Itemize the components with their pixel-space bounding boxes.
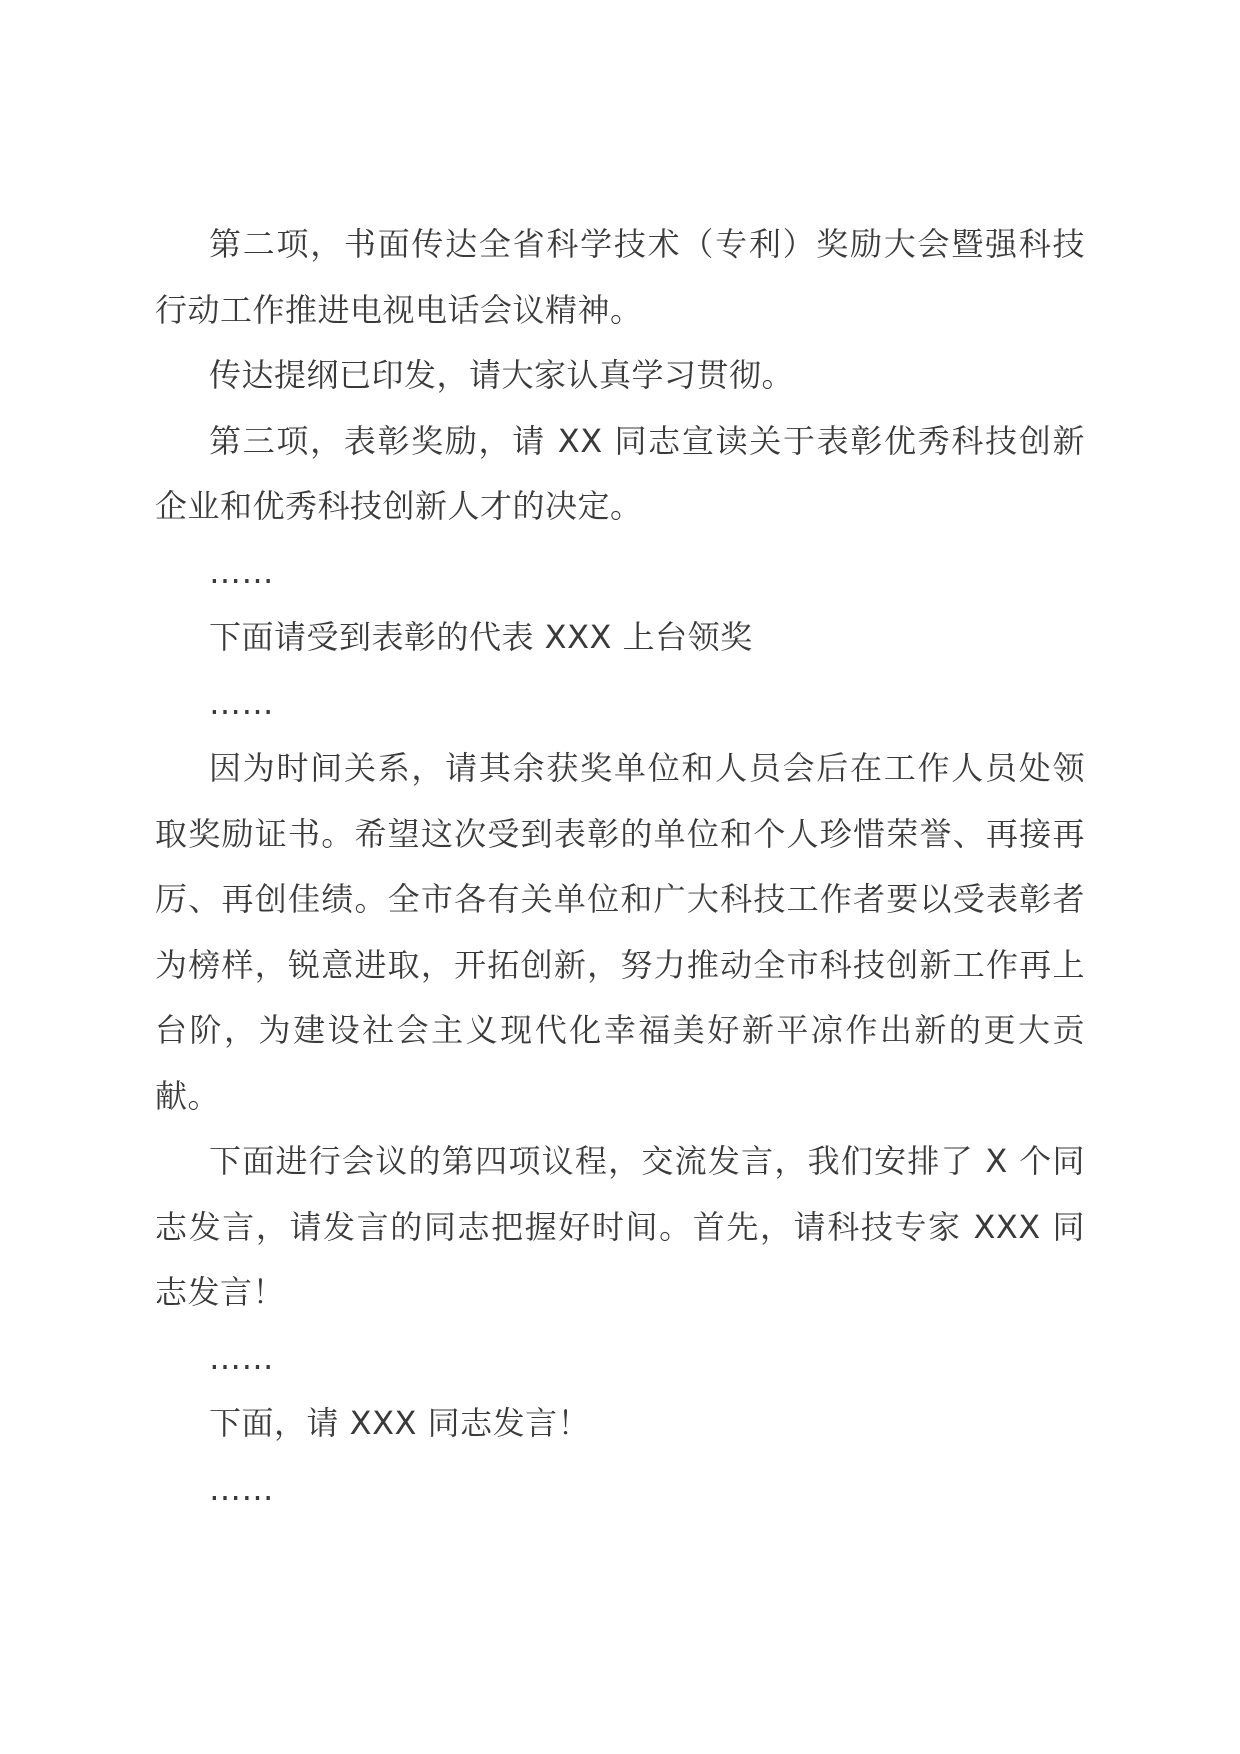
paragraph-outline-notice: 传达提纲已印发，请大家认真学习贯彻。 [209,356,795,394]
paragraph-award-representative: 下面请受到表彰的代表 XXX 上台领奖 [209,618,753,656]
ellipsis-paragraph: …… [209,1338,274,1377]
paragraph-item-4: 下面进行会议的第四项议程，交流发言，我们安排了 X 个同志发言，请发言的同志把握好时间。首先，请科技专家 XXX 同志发言！ [155,1142,1085,1311]
ellipsis-paragraph: …… [209,552,274,591]
paragraph-item-3: 第三项，表彰奖励，请 XX 同志宣读关于表彰优秀科技创新企业和优秀科技创新人才的决定。 [155,421,1085,525]
paragraph-award-closing: 因为时间关系，请其余获奖单位和人员会后在工作人员处领取奖励证书。希望这次受到表彰的单位和个人珍惜荣誉、再接再厉、再创佳绩。全市各有关单位和广大科技工作者要以受表彰者为榜样，锐意进取，开拓创新，努力推动全市科技创新工作再上台阶，为建设社会主义现代化幸福美好新平凉作出新的更大贡献。 [155,749,1085,1115]
paragraph-next-speaker: 下面，请 XXX 同志发言！ [209,1404,591,1442]
ellipsis-paragraph: …… [209,683,274,722]
document-body [155,212,1085,1522]
ellipsis-paragraph: …… [209,1469,274,1508]
paragraph-item-2: 第二项，书面传达全省科学技术（专利）奖励大会暨强科技行动工作推进电视电话会议精神。 [155,225,1085,329]
